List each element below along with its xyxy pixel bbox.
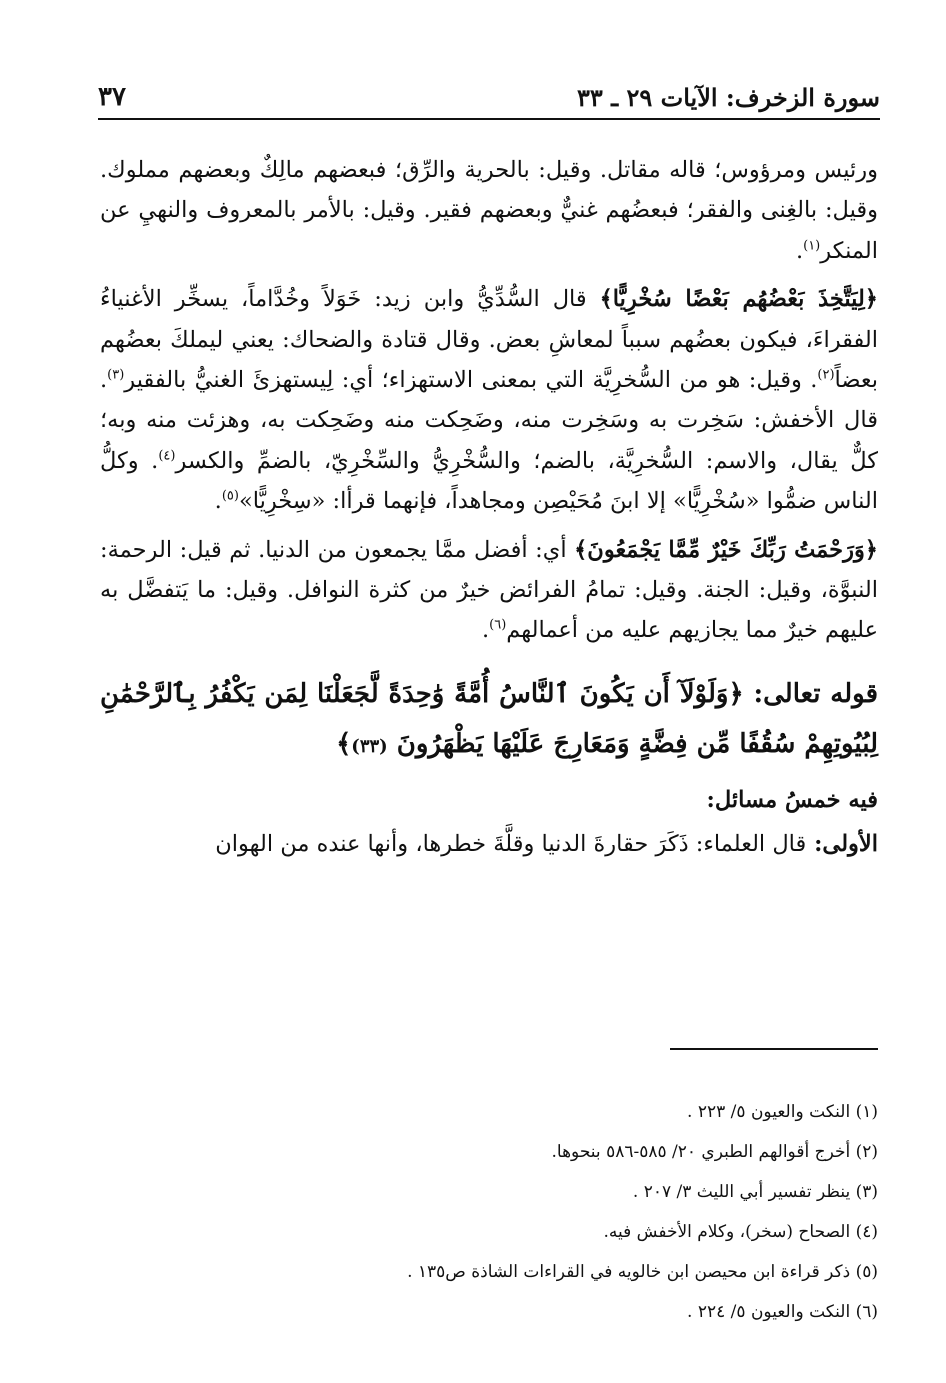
footnote-separator — [670, 1048, 878, 1050]
first-issue-text: قال العلماء: ذَكَرَ حقارةَ الدنيا وقلَّةَ خطرها، وأنها عنده من الهوان — [215, 831, 807, 858]
footnote-ref-5[interactable]: (٥) — [221, 488, 239, 504]
footnote-ref-3[interactable]: (٣) — [107, 367, 125, 383]
paragraph-1 — [100, 150, 878, 271]
running-title: سورة الزخرف: الآيات ٢٩ ـ ٣٣ — [576, 83, 880, 112]
paragraph-2-text-4: . وكلُّ الناس ضمُّوا «سُخْرِيًّا» إلا ابنَ مُحَيْصِن ومجاهداً، فإنهما قرأا: «سِخْرِيًّا» — [100, 447, 878, 515]
main-text — [100, 150, 878, 873]
paragraph-3 — [100, 530, 878, 651]
footnote-4: (٤) الصحاح (سخر)، وكلام الأخفش فيه. — [603, 1222, 878, 1242]
footnote-6: (٦) النكت والعيون ٥/ ٢٢٤ . — [687, 1302, 878, 1322]
paragraph-1-text: ورئيس ومرؤوس؛ قاله مقاتل. وقيل: بالحرية والرِّق؛ فبعضهم مالِكٌ وبعضهم مملوك. وقيل: بالغِنى والفقر؛ فبعضُهم غنيٌّ وبعضهم فقير. وقيل: بالأمر بالمعروف والنهيِ عن المنكر — [100, 157, 878, 264]
paragraph-2-text-2: . وقيل: هو من السُّخرِيَّة التي بمعنى الاستهزاء؛ أي: لِيستهزئَ الغنيُّ بالفقير — [124, 367, 818, 394]
footnote-3: (٣) ينظر تفسير أبي الليث ٣/ ٢٠٧ . — [632, 1182, 878, 1202]
paragraph-2 — [100, 279, 878, 521]
footnote-ref-1[interactable]: (١) — [803, 238, 821, 254]
paragraph-2-end: . — [214, 488, 222, 515]
footnote-1: (١) النكت والعيون ٥/ ٢٢٣ . — [687, 1102, 878, 1122]
paragraph-3-text: أي: أفضل ممَّا يجمعون من الدنيا. ثم قيل: الرحمة: النبوَّة، وقيل: الجنة. وقيل: تمامُ الفرائض خيرٌ من كثرة النوافل. وقيل: ما يَتفضَّل به عليهم خيرٌ مما يجازيهم عليه من أعمالهم — [100, 536, 878, 644]
paragraph-2-text-1: قال السُّدِّيُّ وابن زيد: خَوَلاً وخُدَّاماً، يسخِّر الأغنياءُ الفقراءَ، فيكون بعضُهم سبباً لمعاشِ بعض. وقال قتادة والضحاك: يعني ليملكَ بعضُهم بعضاً — [100, 286, 878, 394]
ayah-number-marker: (٣٣) — [351, 735, 388, 757]
footnote-5: (٥) ذكر قراءة ابن محيصن ابن خالويه في القراءات الشاذة ص١٣٥ . — [407, 1262, 878, 1282]
page-number: ٣٧ — [98, 82, 126, 112]
quran-quote-2: ﴿وَرَحْمَتُ رَبِّكَ خَيْرٌ مِّمَّا يَجْمَعُونَ﴾ — [574, 536, 878, 563]
first-issue-label: الأولى: — [806, 831, 878, 858]
quran-quote-1: ﴿لِيَتَّخِذَ بَعْضُهُم بَعْضًا سُخْرِيًّا﴾ — [599, 286, 878, 313]
footnotes — [100, 1092, 878, 1332]
verse-text: ﴿وَلَوْلَآ أَن يَكُونَ ٱلنَّاسُ أُمَّةً وَٰحِدَةً لَّجَعَلْنَا لِمَن يَكْفُرُ بِٱلرَّحْمَٰنِ لِبُيُوتِهِمْ سُقُفًا مِّن فِضَّةٍ وَمَعَارِجَ عَلَيْهَا يَظْهَرُونَ — [100, 678, 878, 759]
footnote-ref-2[interactable]: (٢) — [817, 367, 835, 383]
paragraph-2-text-3: . قال الأخفش: سَخِرت به وسَخِرت منه، وضَحِكت منه وضَحِكت به، وهزئت منه وبه؛ كلٌّ يقال، والاسم: السُّخرِيَّة، بالضم؛ والسُّخْرِيُّ والسِّخْرِيّ، بالضمِّ والكسر — [100, 367, 879, 474]
first-issue — [100, 824, 878, 864]
footnote-ref-6[interactable]: (٦) — [489, 617, 507, 633]
section-heading: فيه خمسُ مسائل: — [706, 786, 878, 813]
page-header — [98, 80, 880, 120]
verse-label: قوله تعالى: — [743, 678, 878, 709]
paragraph-3-end: . — [481, 617, 490, 644]
footnote-ref-4[interactable]: (٤) — [158, 448, 176, 464]
verse-block — [100, 669, 878, 772]
paragraph-1-end: . — [795, 237, 804, 264]
footnote-2: (٢) أخرج أقوالهم الطبري ٢٠/ ٥٨٥-٥٨٦ بنحوها. — [551, 1142, 878, 1162]
verse-close: ﴾ — [336, 728, 352, 759]
